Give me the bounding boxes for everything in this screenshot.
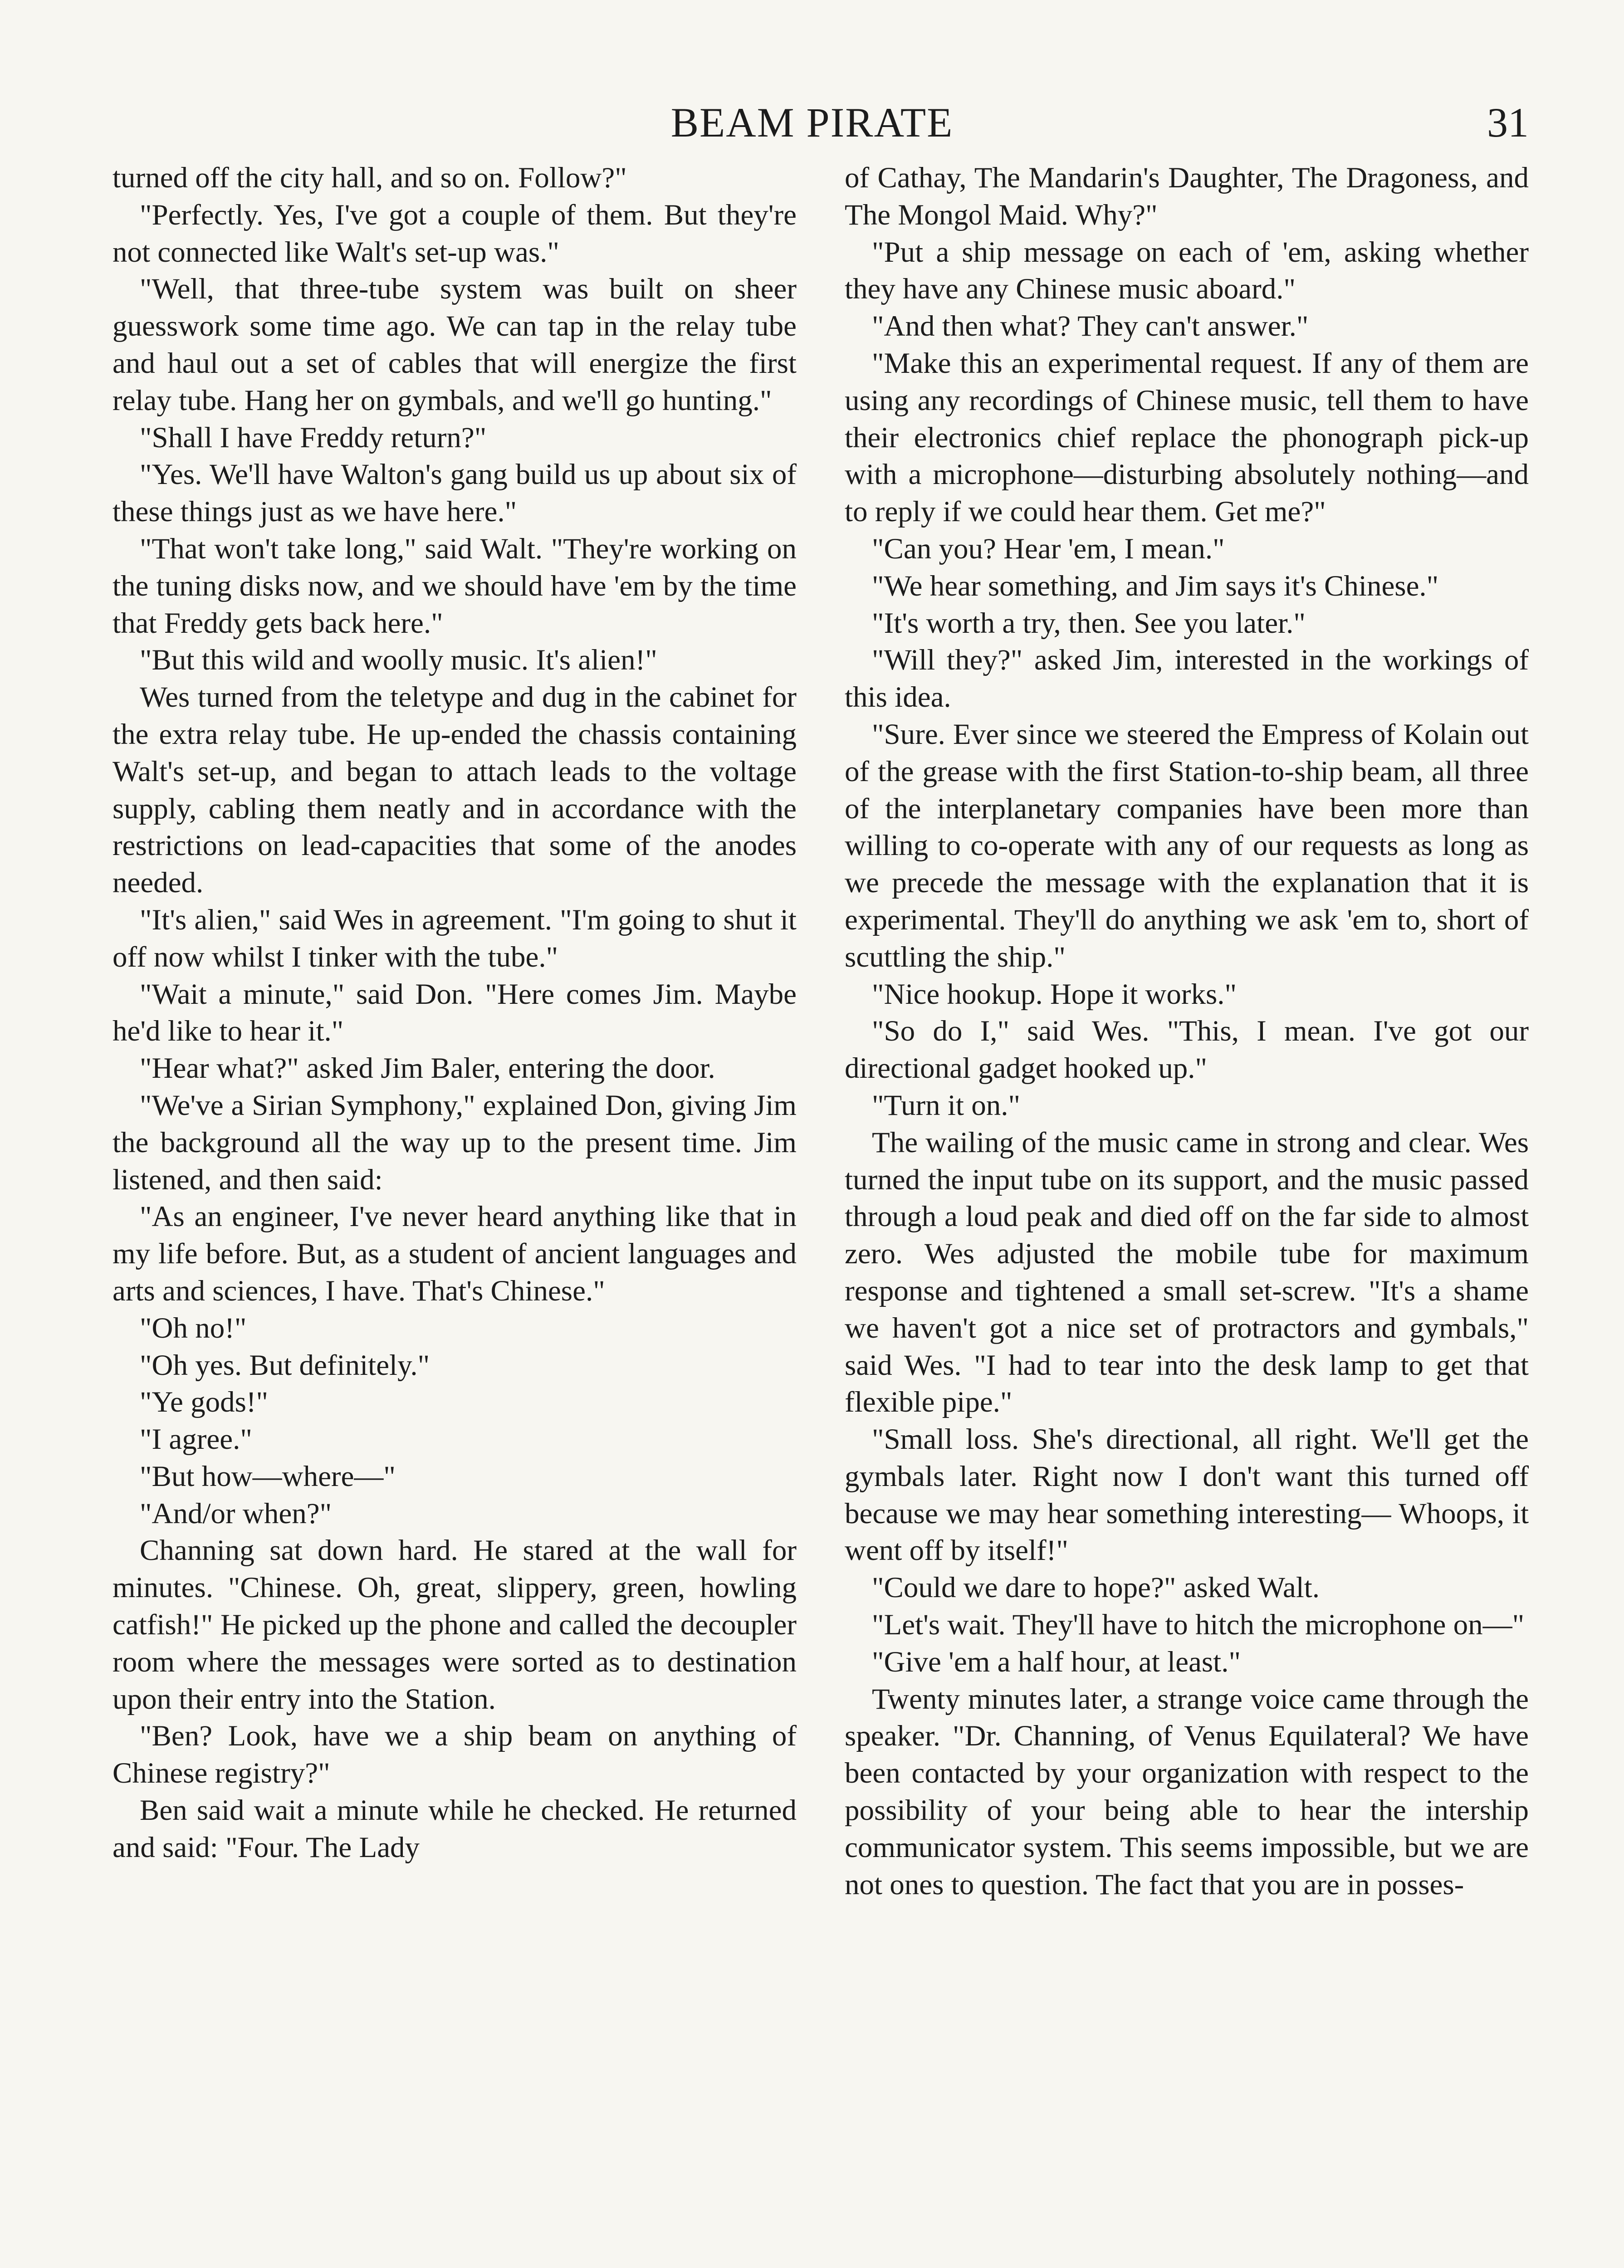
- page-number: 31: [1487, 99, 1529, 146]
- running-title: BEAM PIRATE: [670, 99, 954, 146]
- paragraph: "Make this an experimental request. If any of them are using any recordings of Chinese music, tell them to have their electronics chief replace the phonograph pick-up with a microphone—disturbing absolutely nothing—and to reply if we could hear them. Get me?": [845, 347, 1529, 528]
- paragraph: "Shall I have Freddy return?": [140, 421, 487, 454]
- paragraph: "Wait a minute," said Don. "Here comes Jim. Maybe he'd like to hear it.": [113, 978, 797, 1048]
- paragraph: "It's alien," said Wes in agreement. "I'm going to shut it off now whilst I tinker with the tube.": [113, 903, 797, 973]
- paragraph: "Well, that three-tube system was built on sheer guesswork some time ago. We can tap in the relay tube and haul out a set of cables that will energize the first relay tube. Hang her on gymbals, and we'll go hunting.": [113, 273, 797, 417]
- paragraph: "So do I," said Wes. "This, I mean. I've got our directional gadget hooked up.": [845, 1015, 1529, 1085]
- paragraph: "We hear something, and Jim says it's Chinese.": [872, 569, 1439, 602]
- paragraph: "Sure. Ever since we steered the Empress of Kolain out of the grease with the first Station-to-ship beam, all three of the interplanetary companies have been more than willing to co-operate with any of our requests as long as we precede the message with the explanation that it is experimental. They'll do anything we ask 'em to, short of scuttling the ship.": [845, 718, 1529, 973]
- paragraph: Wes turned from the teletype and dug in the cabinet for the extra relay tube. He up-ended the chassis containing Walt's set-up, and began to attach leads to the voltage supply, cabling them neatly and in accordance with the restrictions on lead-capacities that some of the anodes needed.: [113, 681, 797, 899]
- right-text-column: [845, 160, 1529, 1903]
- paragraph: "But this wild and woolly music. It's alien!": [140, 644, 657, 677]
- paragraph: "Turn it on.": [872, 1089, 1020, 1122]
- paragraph: "And/or when?": [140, 1497, 332, 1530]
- paragraph: "Ye gods!": [140, 1386, 269, 1419]
- paragraph: "Let's wait. They'll have to hitch the microphone on—": [872, 1608, 1525, 1642]
- paragraph: "I agree.": [140, 1423, 252, 1456]
- paragraph: "Give 'em a half hour, at least.": [872, 1645, 1241, 1678]
- page-header: [0, 93, 1624, 152]
- paragraph: "Yes. We'll have Walton's gang build us up about six of these things just as we have here.": [113, 458, 797, 528]
- paragraph: "Can you? Hear 'em, I mean.": [872, 532, 1225, 565]
- paragraph: "We've a Sirian Symphony," explained Don, giving Jim the background all the way up to the present time. Jim listened, and then said:: [113, 1089, 797, 1196]
- paragraph: "And then what? They can't answer.": [872, 310, 1309, 343]
- paragraph: Ben said wait a minute while he checked. He returned and said: "Four. The Lady: [113, 1794, 797, 1864]
- paragraph: "Perfectly. Yes, I've got a couple of them. But they're not connected like Walt's set-up was.": [113, 198, 797, 269]
- paragraph: "Hear what?" asked Jim Baler, entering the door.: [140, 1052, 715, 1085]
- paragraph: "Ben? Look, have we a ship beam on anything of Chinese registry?": [113, 1720, 797, 1790]
- paragraph: turned off the city hall, and so on. Follow?": [113, 161, 627, 194]
- paragraph: "Small loss. She's directional, all right. We'll get the gymbals later. Right now I don't want this turned off because we may hear something interesting— Whoops, it went off by itself!": [845, 1423, 1529, 1567]
- paragraph: "Put a ship message on each of 'em, asking whether they have any Chinese music aboard.": [845, 235, 1529, 306]
- paragraph: "Could we dare to hope?" asked Walt.: [872, 1571, 1320, 1604]
- paragraph: "Oh yes. But definitely.": [140, 1349, 430, 1382]
- paragraph: "That won't take long," said Walt. "They're working on the tuning disks now, and we should have 'em by the time that Freddy gets back here.": [113, 532, 797, 640]
- paragraph: "Will they?" asked Jim, interested in the workings of this idea.: [845, 644, 1529, 714]
- paragraph: The wailing of the music came in strong and clear. Wes turned the input tube on its support, and the music passed through a loud peak and died off on the far side to almost zero. Wes adjusted the mobile tube for maximum response and tightened a small set-screw. "It's a shame we haven't got a nice set of protractors and gymbals," said Wes. "I had to tear into the desk lamp to get that flexible pipe.": [845, 1126, 1529, 1419]
- left-text-column: [113, 160, 797, 1867]
- paragraph: of Cathay, The Mandarin's Daughter, The Dragoness, and The Mongol Maid. Why?": [845, 161, 1529, 231]
- paragraph: "As an engineer, I've never heard anything like that in my life before. But, as a student of ancient languages and arts and sciences, I have. That's Chinese.": [113, 1200, 797, 1307]
- paragraph: "Nice hookup. Hope it works.": [872, 978, 1237, 1011]
- paragraph: "It's worth a try, then. See you later.": [872, 606, 1306, 640]
- paragraph: "But how—where—": [140, 1460, 396, 1493]
- paragraph: Twenty minutes later, a strange voice came through the speaker. "Dr. Channing, of Venus Equilateral? We have been contacted by your organization with respect to the possibility of your being able to hear the intership communicator system. This seems impossible, but we are not ones to question. The fact that you are in posses-: [845, 1682, 1529, 1901]
- paragraph: "Oh no!": [140, 1311, 247, 1344]
- paragraph: Channing sat down hard. He stared at the wall for minutes. "Chinese. Oh, great, slippery, green, howling catfish!" He picked up the phone and called the decoupler room where the messages were sorted as to destination upon their entry into the Station.: [113, 1534, 797, 1716]
